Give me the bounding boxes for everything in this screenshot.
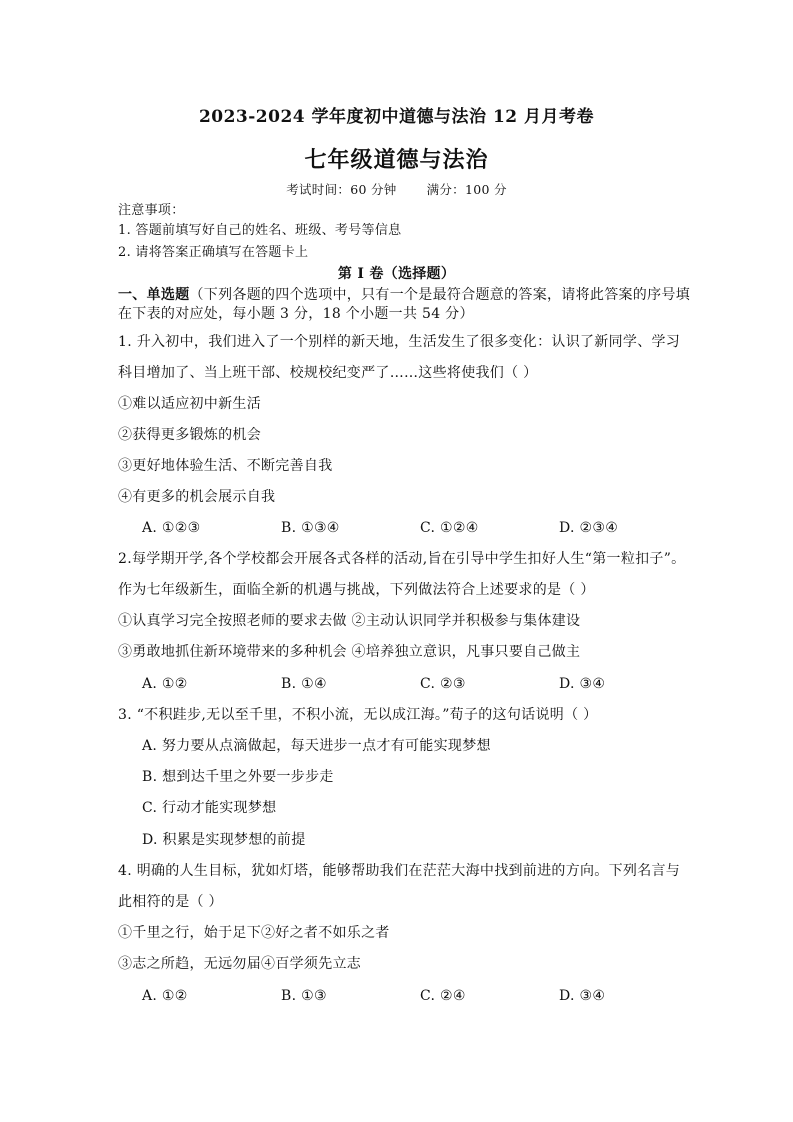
- question-2-options: [142, 675, 698, 693]
- notes-heading: 注意事项：: [118, 203, 185, 218]
- note-item: 2. 请将答案正确填写在答题卡上: [118, 245, 309, 260]
- option-b[interactable]: B. 想到达千里之外要一步步走: [142, 769, 334, 785]
- option-d[interactable]: D. ③④: [559, 988, 606, 1004]
- question-4-options: [142, 987, 698, 1005]
- exam-title: 2023-2024 学年度初中道德与法治 12 月月考卷: [198, 107, 595, 127]
- question-1-line: 1. 升入初中，我们进入了一个别样的新天地，生活发生了很多变化：认识了新同学、学习: [118, 334, 681, 350]
- question-2-line: 2.每学期开学,各个学校都会开展各式各样的活动,旨在引导中学生扣好人生“第一粒扣子”。: [118, 551, 686, 567]
- exam-time: 考试时间：60 分钟: [286, 182, 397, 197]
- question-1-statement: ③更好地体验生活、不断完善自我: [118, 458, 333, 474]
- option-b[interactable]: B. ①③: [281, 988, 327, 1004]
- question-4-line: 此相符的是（ ）: [118, 894, 223, 910]
- option-a[interactable]: A. 努力要从点滴做起，每天进步一点才有可能实现梦想: [142, 738, 491, 754]
- option-c[interactable]: C. ②④: [420, 988, 466, 1004]
- note-item: 1. 答题前填写好自己的姓名、班级、考号等信息: [118, 223, 402, 238]
- question-1-statement: ④有更多的机会展示自我: [118, 489, 276, 505]
- option-c[interactable]: C. 行动才能实现梦想: [142, 800, 277, 816]
- question-1-statement: ②获得更多锻炼的机会: [118, 427, 261, 443]
- question-1-statement: ①难以适应初中新生活: [118, 396, 261, 412]
- section-title: 第 I 卷（选择题）: [337, 266, 456, 282]
- exam-score: 满分：100 分: [426, 182, 507, 197]
- question-2-statement: ③勇敢地抓住新环境带来的多种机会 ④培养独立意识，凡事只要自己做主: [118, 644, 581, 660]
- question-1-options: [142, 519, 698, 537]
- section-type-label: 一、单选题: [118, 287, 190, 303]
- option-c[interactable]: C. ①②④: [420, 520, 479, 536]
- section-instruction-cont: 在下表的对应处，每小题 3 分，18 个小题一共 54 分）: [118, 306, 474, 322]
- option-b[interactable]: B. ①③④: [281, 520, 340, 536]
- question-4-line: 4. 明确的人生目标，犹如灯塔，能够帮助我们在茫茫大海中找到前进的方向。下列名言与: [118, 863, 681, 879]
- option-b[interactable]: B. ①④: [281, 676, 327, 692]
- option-d[interactable]: D. 积累是实现梦想的前提: [142, 832, 306, 848]
- exam-subtitle: 七年级道德与法治: [304, 147, 489, 173]
- question-1-line: 科目增加了、当上班干部、校规校纪变严了……这些将使我们（ ）: [118, 365, 538, 381]
- section-instruction: [118, 286, 690, 304]
- question-4-statement: ③志之所趋，无远勿届④百学须先立志: [118, 956, 362, 972]
- option-d[interactable]: D. ②③④: [559, 520, 619, 536]
- question-2-statement: ①认真学习完全按照老师的要求去做 ②主动认识同学并积极参与集体建设: [118, 613, 581, 629]
- option-a[interactable]: A. ①②: [142, 988, 188, 1004]
- question-3-line: 3. “不积跬步,无以至千里，不积小流，无以成江海。”荀子的这句话说明（ ）: [118, 707, 598, 723]
- option-a[interactable]: A. ①②: [142, 676, 188, 692]
- option-c[interactable]: C. ②③: [420, 676, 466, 692]
- question-2-line: 作为七年级新生，面临全新的机遇与挑战，下列做法符合上述要求的是（ ）: [118, 582, 595, 598]
- exam-meta: [0, 181, 793, 199]
- option-a[interactable]: A. ①②③: [142, 520, 201, 536]
- option-d[interactable]: D. ③④: [559, 676, 606, 692]
- question-4-statement: ①千里之行，始于足下②好之者不如乐之者: [118, 925, 390, 941]
- section-instruction-text: （下列各题的四个选项中，只有一个是最符合题意的答案，请将此答案的序号填: [189, 287, 690, 303]
